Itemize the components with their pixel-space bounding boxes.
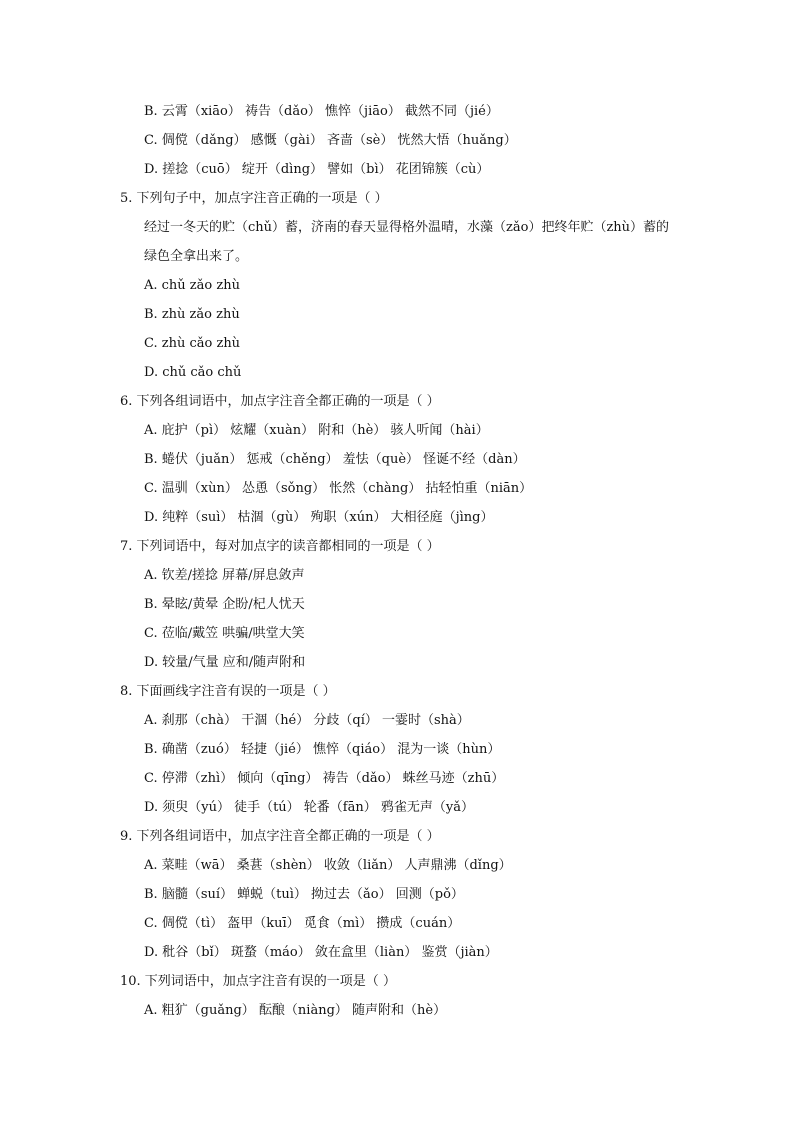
option-line: C. 倜傥（dǎng） 感慨（gài） 吝啬（sè） 恍然大悟（huǎng）	[144, 133, 517, 148]
option-line: B. 确凿（zuó） 轻捷（jié） 憔悴（qiáo） 混为一谈（hùn）	[144, 742, 501, 757]
option-line: A. 刹那（chà） 干涸（hé） 分歧（qí） 一霎时（shà）	[144, 713, 470, 728]
question-line: 7. 下列词语中，每对加点字的读音都相同的一项是（ ）	[120, 539, 440, 554]
option-line: D. chǔ cǎo chǔ	[144, 365, 242, 380]
passage-line: 经过一冬天的贮（chǔ）蓄，济南的春天显得格外温晴，水藻（zǎo）把终年贮（zhù）蓄的	[144, 220, 670, 235]
option-line: C. 温驯（xùn） 怂恿（sǒng） 怅然（chàng） 拈轻怕重（niān）	[144, 481, 533, 496]
question-line: 10. 下列词语中，加点字注音有误的一项是（ ）	[120, 974, 396, 989]
option-line: A. 菜畦（wā） 桑葚（shèn） 收敛（liǎn） 人声鼎沸（dǐng）	[144, 858, 512, 873]
option-line: A. 粗犷（guǎng） 酝酿（niàng） 随声附和（hè）	[144, 1003, 447, 1018]
option-line: A. 庇护（pì） 炫耀（xuàn） 附和（hè） 骇人听闻（hài）	[144, 423, 489, 438]
option-line: B. 云霄（xiāo） 祷告（dǎo） 憔悴（jiāo） 截然不同（jié）	[144, 104, 499, 119]
option-line: B. 蜷伏（juǎn） 惩戒（chěng） 羞怯（què） 怪诞不经（dàn）	[144, 452, 526, 467]
option-line: C. 停滞（zhì） 倾向（qīng） 祷告（dǎo） 蛛丝马迹（zhū）	[144, 771, 505, 786]
option-line: A. 钦差/搓捻 屏幕/屏息敛声	[144, 568, 305, 583]
document-body	[120, 97, 720, 1025]
option-line: C. 莅临/戴笠 哄骗/哄堂大笑	[144, 626, 305, 641]
option-line: C. zhù cǎo zhù	[144, 336, 241, 351]
passage-line: 绿色全拿出来了。	[144, 249, 249, 264]
question-line: 5. 下列句子中，加点字注音正确的一项是（ ）	[120, 191, 388, 206]
option-line: B. zhù zǎo zhù	[144, 307, 240, 322]
question-line: 6. 下列各组词语中，加点字注音全都正确的一项是（ ）	[120, 394, 440, 409]
option-line: B. 脑髓（suí） 蝉蜕（tuì） 拗过去（ǎo） 回测（pǒ）	[144, 887, 464, 902]
option-line: D. 秕谷（bǐ） 斑蝥（máo） 敛在盒里（liàn） 鉴赏（jiàn）	[144, 945, 498, 960]
option-line: C. 倜傥（tì） 盔甲（kuī） 觅食（mì） 攒成（cuán）	[144, 916, 461, 931]
option-line: D. 搓捻（cuō） 绽开（dìng） 譬如（bì） 花团锦簇（cù）	[144, 162, 490, 177]
option-line: D. 较量/气量 应和/随声附和	[144, 655, 306, 670]
question-line: 9. 下列各组词语中，加点字注音全都正确的一项是（ ）	[120, 829, 440, 844]
option-line: D. 纯粹（suì） 枯涸（gù） 殉职（xún） 大相径庭（jìng）	[144, 510, 494, 525]
option-line: A. chǔ zǎo zhù	[144, 278, 240, 293]
option-line: D. 须臾（yú） 徒手（tú） 轮番（fān） 鸦雀无声（yǎ）	[144, 800, 474, 815]
option-line: B. 晕眩/黄晕 企盼/杞人忧天	[144, 597, 305, 612]
question-line: 8. 下面画线字注音有误的一项是（ ）	[120, 684, 336, 699]
